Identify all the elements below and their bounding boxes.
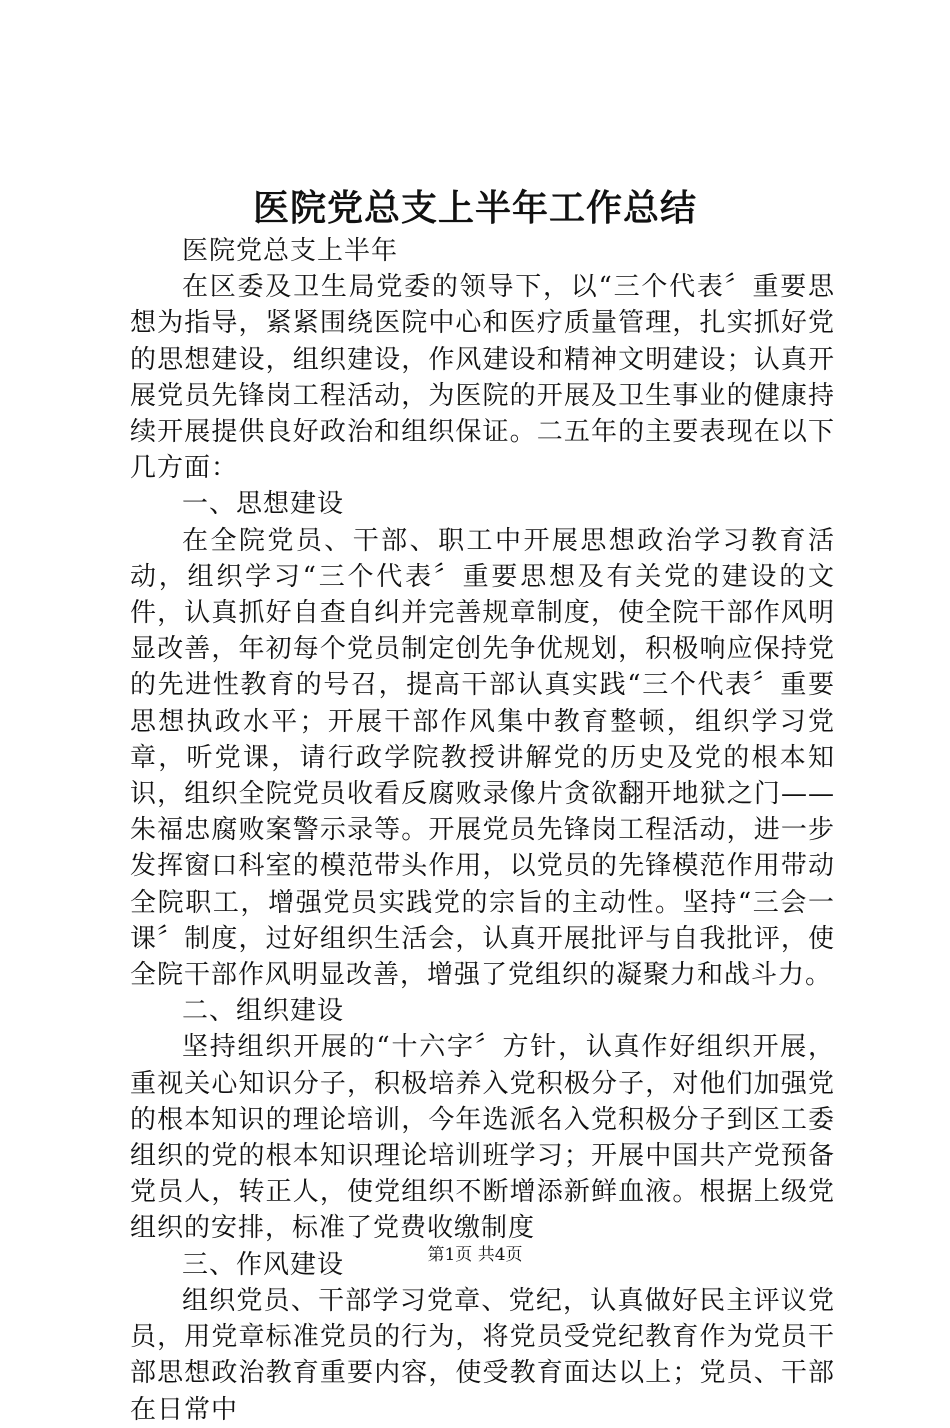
paragraph-intro: 在区委及卫生局党委的领导下，以“三个代表〞重要思想为指导，紧紧围绕医院中心和医疗质量管理，扎实抓好党的思想建设，组织建设，作风建设和精神文明建设；认真开展党员先锋岗工程活动，为医院的开展及卫生事业的健康持续开展提供良好政治和组织保证。二五年的主要表现在以下几方面： (130, 272, 835, 484)
section-heading-organization: 二、组织建设 (182, 996, 345, 1027)
page-number-footer: 第1页 共4页 (427, 1245, 523, 1265)
paragraph-conduct: 组织党员、干部学习党章、党纪，认真做好民主评议党员，用党章标准党员的行为，将党员受党纪教育作为党员干部思想政治教育重要内容，使受教育面达以上；党员、干部在日常中 (130, 1285, 835, 1425)
section-heading-ideology: 一、思想建设 (182, 489, 345, 520)
document-title: 医院党总支上半年工作总结 (252, 187, 697, 229)
paragraph-organization: 坚持组织开展的“十六字〞方针，认真作好组织开展，重视关心知识分子，积极培养入党积极分子，对他们加强党的根本知识的理论培训，今年选派名入党积极分子到区工委组织的党的根本知识理论培训班学习；开展中国共产党预备党员人，转正人，使党组织不断增添新鲜血液。根据上级党组织的安排，标准了党费收缴制度 (130, 1032, 835, 1244)
paragraph-ideology: 在全院党员、干部、职工中开展思想政治学习教育活动，组织学习“三个代表〞重要思想及有关党的建设的文件，认真抓好自查自纠并完善规章制度，使全院干部作风明显改善，年初每个党员制定创先争优规划，积极响应保持党的先进性教育的号召，提高干部认真实践“三个代表〞重要思想执政水平；开展干部作风集中教育整顿，组织学习党章，听党课，请行政学院教授讲解党的历史及党的根本知识，组织全院党员收看反腐败录像片贪欲翻开地狱之门——朱福忠腐败案警示录等。开展党员先锋岗工程活动，进一步发挥窗口科室的模范带头作用，以党员的先锋模范作用带动全院职工，增强党员实践党的宗旨的主动性。坚持“三会一课〞制度，过好组织生活会，认真开展批评与自我批评，使全院干部作风明显改善，增强了党组织的凝聚力和战斗力。 (130, 525, 835, 991)
paragraph-intro-heading: 医院党总支上半年 (182, 236, 399, 266)
section-heading-conduct: 三、作风建设 (182, 1249, 345, 1280)
